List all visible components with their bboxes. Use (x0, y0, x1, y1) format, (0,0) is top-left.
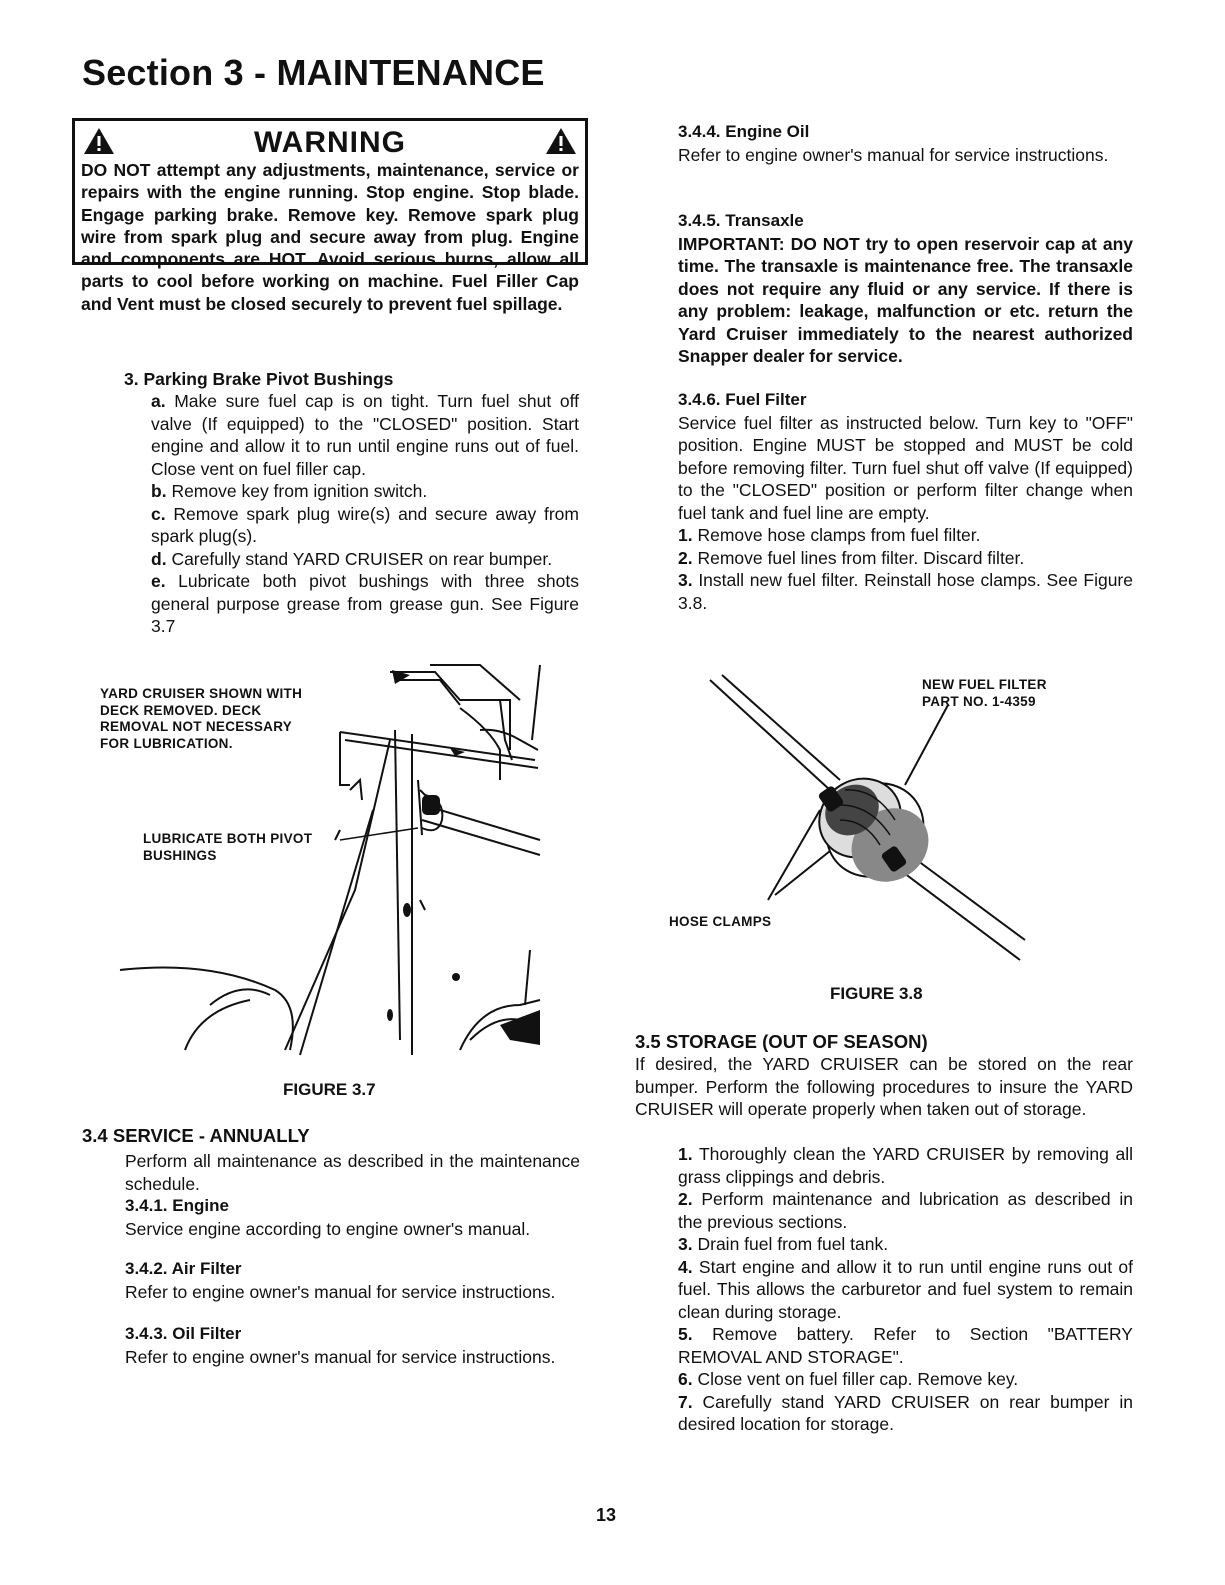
warning-triangle-icon (545, 127, 577, 155)
figure-3-7-caption: FIGURE 3.7 (283, 1080, 376, 1099)
parking-brake-section (124, 368, 584, 391)
oil-filter-heading: 3.4.3. Oil Filter (125, 1324, 242, 1343)
fuel-filter-heading: 3.4.6. Fuel Filter (678, 390, 807, 409)
engine-oil-section (678, 121, 1133, 166)
figure-3-7-callout: LUBRICATE BOTH PIVOT BUSHINGS (143, 831, 313, 863)
hose-clamps-label: HOSE CLAMPS (669, 914, 772, 929)
storage-step-2: 2. Perform maintenance and lubrication as described in the previous sections. (678, 1189, 1133, 1232)
warning-text: DO NOT attempt any adjustments, maintenance, service or repairs with the engine running. Stop engine. Stop blade. Engage parking brake. Remove key. Remove spark plug wire from spark plug and secure away from plug. Engine and components are HOT. Avoid serious burns, allow all parts to cool before working on machine. Fuel Filler Cap and Vent must be closed securely to prevent fuel spillage. (81, 160, 579, 314)
service-intro: Perform all maintenance as described in the maintenance schedule. (125, 1151, 580, 1194)
page-title: Section 3 - MAINTENANCE (82, 52, 545, 93)
storage-step-3: 3. Drain fuel from fuel tank. (678, 1234, 889, 1254)
service-annually-heading: 3.4 SERVICE - ANNUALLY (82, 1125, 310, 1146)
transaxle-heading: 3.4.5. Transaxle (678, 211, 804, 230)
storage-step-1: 1. Thoroughly clean the YARD CRUISER by removing all grass clippings and debris. (678, 1144, 1133, 1187)
fuel-filter-section (678, 389, 1133, 614)
storage-step-7: 7. Carefully stand YARD CRUISER on rear bumper in desired location for storage. (678, 1391, 1133, 1434)
figure-3-8-caption: FIGURE 3.8 (830, 984, 923, 1003)
storage-step-6: 6. Close vent on fuel filler cap. Remove key. (678, 1369, 1019, 1389)
storage-steps (678, 1143, 1133, 1436)
step-e: e. Lubricate both pivot bushings with three shots general purpose grease from grease gun. See Figure 3.7 (151, 571, 579, 636)
engine-text: Service engine according to engine owner's manual. (125, 1218, 531, 1239)
transaxle-text: IMPORTANT: DO NOT try to open reservoir cap at any time. The transaxle is maintenance free. The transaxle does not require any fluid or any service. If there is any problem: leakage, malfunction or etc. return the Yard Cruiser immediately to the nearest authorized Snapper dealer for service. (678, 233, 1133, 366)
storage-heading: 3.5 STORAGE (OUT OF SEASON) (635, 1031, 928, 1052)
oil-filter-text: Refer to engine owner's manual for service instructions. (125, 1346, 556, 1367)
storage-step-4: 4. Start engine and allow it to run until engine runs out of fuel. This allows the carburetor and fuel system to remain clean during storage. (678, 1256, 1133, 1322)
storage-step-5: 5. Remove battery. Refer to Section "BATTERY REMOVAL AND STORAGE". (678, 1324, 1133, 1367)
step-c: c. Remove spark plug wire(s) and secure away from spark plug(s). (151, 503, 579, 546)
engine-oil-text: Refer to engine owner's manual for service instructions. (678, 144, 1109, 165)
new-fuel-filter-label: NEW FUEL FILTER PART NO. 1-4359 (922, 677, 1047, 709)
page-number: 13 (596, 1505, 617, 1525)
transaxle-section (678, 210, 1133, 368)
fuel-step-3: 3. Install new fuel filter. Reinstall hose clamps. See Figure 3.8. (678, 570, 1133, 613)
fuel-step-1: 1. Remove hose clamps from fuel filter. (678, 525, 981, 545)
step-a: a. Make sure fuel cap is on tight. Turn fuel shut off valve (If equipped) to the "CLOSED" position. Start engine and allow it to run until engine runs out of fuel. Close vent on fuel filler cap. (151, 391, 579, 479)
warning-heading: WARNING (254, 126, 406, 159)
warning-box (72, 118, 588, 314)
engine-oil-heading: 3.4.4. Engine Oil (678, 122, 810, 141)
step-d: d. Carefully stand YARD CRUISER on rear bumper. (151, 548, 553, 569)
step-b: b. Remove key from ignition switch. (151, 481, 428, 501)
air-filter-text: Refer to engine owner's manual for service instructions. (125, 1281, 556, 1302)
fuel-step-2: 2. Remove fuel lines from filter. Discard filter. (678, 547, 1025, 568)
air-filter-heading: 3.4.2. Air Filter (125, 1259, 242, 1278)
fuel-filter-text: Service fuel filter as instructed below. Turn key to "OFF" position. Engine MUST be stopped and MUST be cold before removing filter. Turn fuel shut off valve (If equipped) to the "CLOSED" position or perform filter change when fuel tank and fuel line are empty. (678, 412, 1133, 523)
parking-brake-steps (151, 390, 579, 638)
section-heading: 3. Parking Brake Pivot Bushings (124, 369, 394, 389)
storage-intro: If desired, the YARD CRUISER can be stored on the rear bumper. Perform the following procedures to insure the YARD CRUISER will operate properly when taken out of storage. (635, 1054, 1133, 1119)
service-annually-body (125, 1150, 580, 1368)
figure-3-7-note: YARD CRUISER SHOWN WITH DECK REMOVED. DECK REMOVAL NOT NECESSARY FOR LUBRICATION. (100, 686, 303, 751)
engine-heading: 3.4.1. Engine (125, 1196, 229, 1215)
